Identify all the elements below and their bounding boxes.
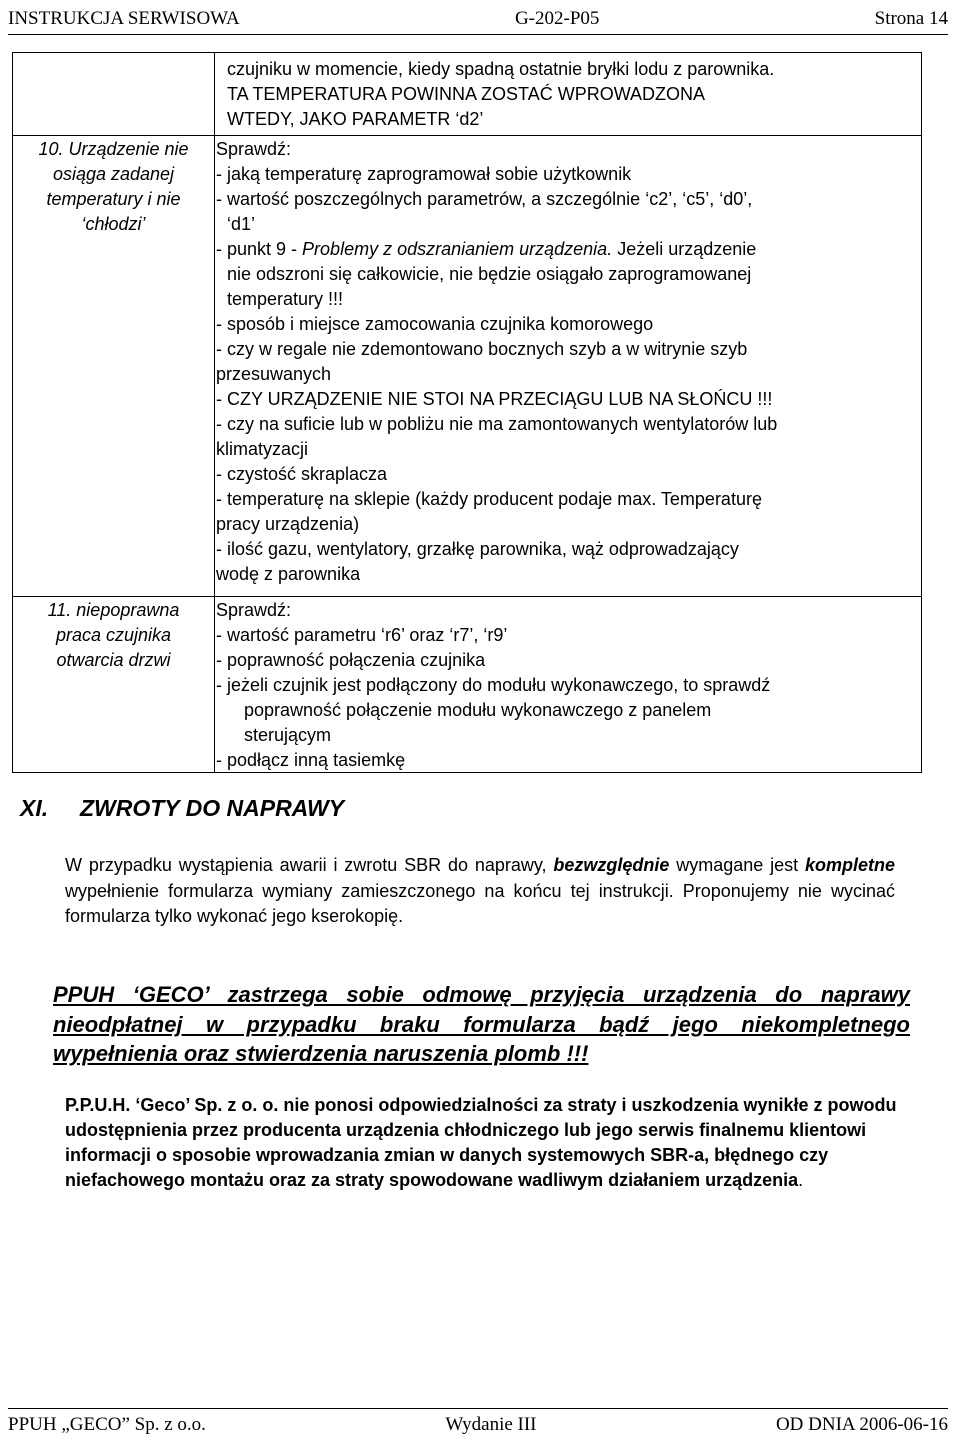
table-text-line: czujniku w momencie, kiedy spadną ostatnie bryłki lodu z parownika. bbox=[227, 59, 775, 79]
check-item bbox=[216, 237, 916, 262]
disclaimer-text: P.P.U.H. ‘Geco’ Sp. z o. o. nie ponosi odpowiedzialności za straty i uszkodzenia wynikłe z powodu udostępnienia przez producenta urządzenia chłodniczego lub jego serwis finalnemu klientowi informacji o sposobie wprowadzania zmian w danych systemowych SBR-a, błędnego czy niefachowego montażu oraz za straty spowodowane wadliwym działaniem urządzenia bbox=[65, 1095, 897, 1190]
row-label-line: 10. Urządzenie nie bbox=[38, 139, 189, 159]
header-page-number: Strona 14 bbox=[874, 8, 948, 29]
check-item: temperatury !!! bbox=[227, 289, 344, 309]
paragraph-text: wymagane jest bbox=[669, 855, 805, 875]
return-instructions-paragraph bbox=[65, 853, 895, 930]
check-item: - czy w regale nie zdemontowano bocznych szyb a w witrynie szyb bbox=[216, 339, 748, 359]
emphasis-text: kompletne bbox=[804, 855, 896, 875]
table-text-line: WTEDY, JAKO PARAMETR ‘d2’ bbox=[227, 109, 484, 129]
disclaimer-end: . bbox=[798, 1170, 804, 1190]
check-item: sterującym bbox=[244, 725, 332, 745]
section-title: ZWROTY DO NAPRAWY bbox=[80, 795, 345, 821]
section-heading bbox=[20, 795, 344, 822]
check-item: - czy na suficie lub w pobliżu nie ma zamontowanych wentylatorów lub bbox=[216, 414, 778, 434]
row-10-label bbox=[13, 137, 214, 237]
row-label-line: temperatury i nie bbox=[46, 189, 181, 209]
section-reference: Problemy z odszranianiem urządzenia. bbox=[302, 239, 613, 259]
check-item: - wartość poszczególnych parametrów, a szczególnie ‘c2’, ‘c5’, ‘d0’, bbox=[216, 189, 753, 209]
check-item: - poprawność połączenia czujnika bbox=[216, 650, 486, 670]
check-item: klimatyzacji bbox=[216, 439, 309, 459]
table-row-divider bbox=[13, 135, 921, 136]
check-item: - jaką temperaturę zaprogramował sobie użytkownik bbox=[216, 164, 632, 184]
row-11-content bbox=[216, 598, 916, 773]
check-item: - jeżeli czujnik jest podłączony do modułu wykonawczego, to sprawdź bbox=[216, 675, 771, 695]
troubleshooting-table bbox=[12, 52, 922, 773]
check-item: - CZY URZĄDZENIE NIE STOI NA PRZECIĄGU LUB NA SŁOŃCU !!! bbox=[216, 389, 773, 409]
check-item: pracy urządzenia) bbox=[216, 514, 360, 534]
row-label-line: 11. niepoprawna bbox=[47, 600, 180, 620]
emphasis-text: bezwzględnie bbox=[553, 855, 670, 875]
footer-edition: Wydanie III bbox=[445, 1414, 537, 1435]
page-header bbox=[8, 4, 948, 35]
page-footer bbox=[8, 1408, 948, 1441]
repair-refusal-warning: PPUH ‘GECO’ zastrzega sobie odmowę przyjęcia urządzenia do naprawy nieodpłatnej w przypadku braku formularza bądź jego niekompletnego wypełnienia oraz stwierdzenia naruszenia plomb !!! bbox=[53, 982, 910, 1066]
check-item: - ilość gazu, wentylatory, grzałkę parownika, wąż odprowadzający bbox=[216, 539, 739, 559]
row-10-content bbox=[216, 137, 916, 587]
table-row-divider bbox=[13, 596, 921, 597]
header-doc-code: G-202-P05 bbox=[514, 8, 600, 29]
row-label-line: otwarcia drzwi bbox=[56, 650, 171, 670]
check-item: wodę z parownika bbox=[216, 564, 361, 584]
row-label-line: praca czujnika bbox=[55, 625, 172, 645]
footer-company: PPUH „GECO” Sp. z o.o. bbox=[8, 1414, 206, 1435]
check-item-text: Jeżeli urządzenie bbox=[612, 239, 757, 259]
section-number: XI. bbox=[20, 795, 49, 821]
table-text-line: TA TEMPERATURA POWINNA ZOSTAĆ WPROWADZONA bbox=[227, 84, 706, 104]
liability-disclaimer bbox=[65, 1093, 897, 1193]
check-heading: Sprawdź: bbox=[216, 600, 292, 620]
footer-date: OD DNIA 2006-06-16 bbox=[775, 1414, 948, 1435]
paragraph-text: wypełnienie formularza wymiany zamieszczonego na końcu tej instrukcji. Proponujemy nie wycinać formularza tylko wykonać jego kserokopię. bbox=[65, 880, 895, 926]
check-item: przesuwanych bbox=[216, 364, 332, 384]
check-item: nie odszroni się całkowicie, nie będzie osiągało zaprogramowanej bbox=[227, 264, 752, 284]
check-heading: Sprawdź: bbox=[216, 139, 292, 159]
table-row-continuation bbox=[216, 57, 916, 132]
check-item: poprawność połączenie modułu wykonawczego z panelem bbox=[244, 700, 712, 720]
check-item: - sposób i miejsce zamocowania czujnika komorowego bbox=[216, 314, 654, 334]
row-11-label bbox=[13, 598, 214, 673]
check-item: - podłącz inną tasiemkę bbox=[216, 750, 406, 770]
row-label-line: osiąga zadanej bbox=[52, 164, 175, 184]
check-item: - temperaturę na sklepie (każdy producent podaje max. Temperaturę bbox=[216, 489, 762, 509]
check-item: - czystość skraplacza bbox=[216, 464, 388, 484]
header-doc-title: INSTRUKCJA SERWISOWA bbox=[8, 8, 240, 29]
row-label-line: ‘chłodzi’ bbox=[81, 214, 146, 234]
check-item: - wartość parametru ‘r6’ oraz ‘r7’, ‘r9’ bbox=[216, 625, 508, 645]
table-column-divider bbox=[214, 53, 215, 772]
check-item-text: - punkt 9 - bbox=[216, 239, 303, 259]
paragraph-text: W przypadku wystąpienia awarii i zwrotu SBR do naprawy, bbox=[65, 855, 554, 875]
check-item: ‘d1’ bbox=[227, 214, 256, 234]
